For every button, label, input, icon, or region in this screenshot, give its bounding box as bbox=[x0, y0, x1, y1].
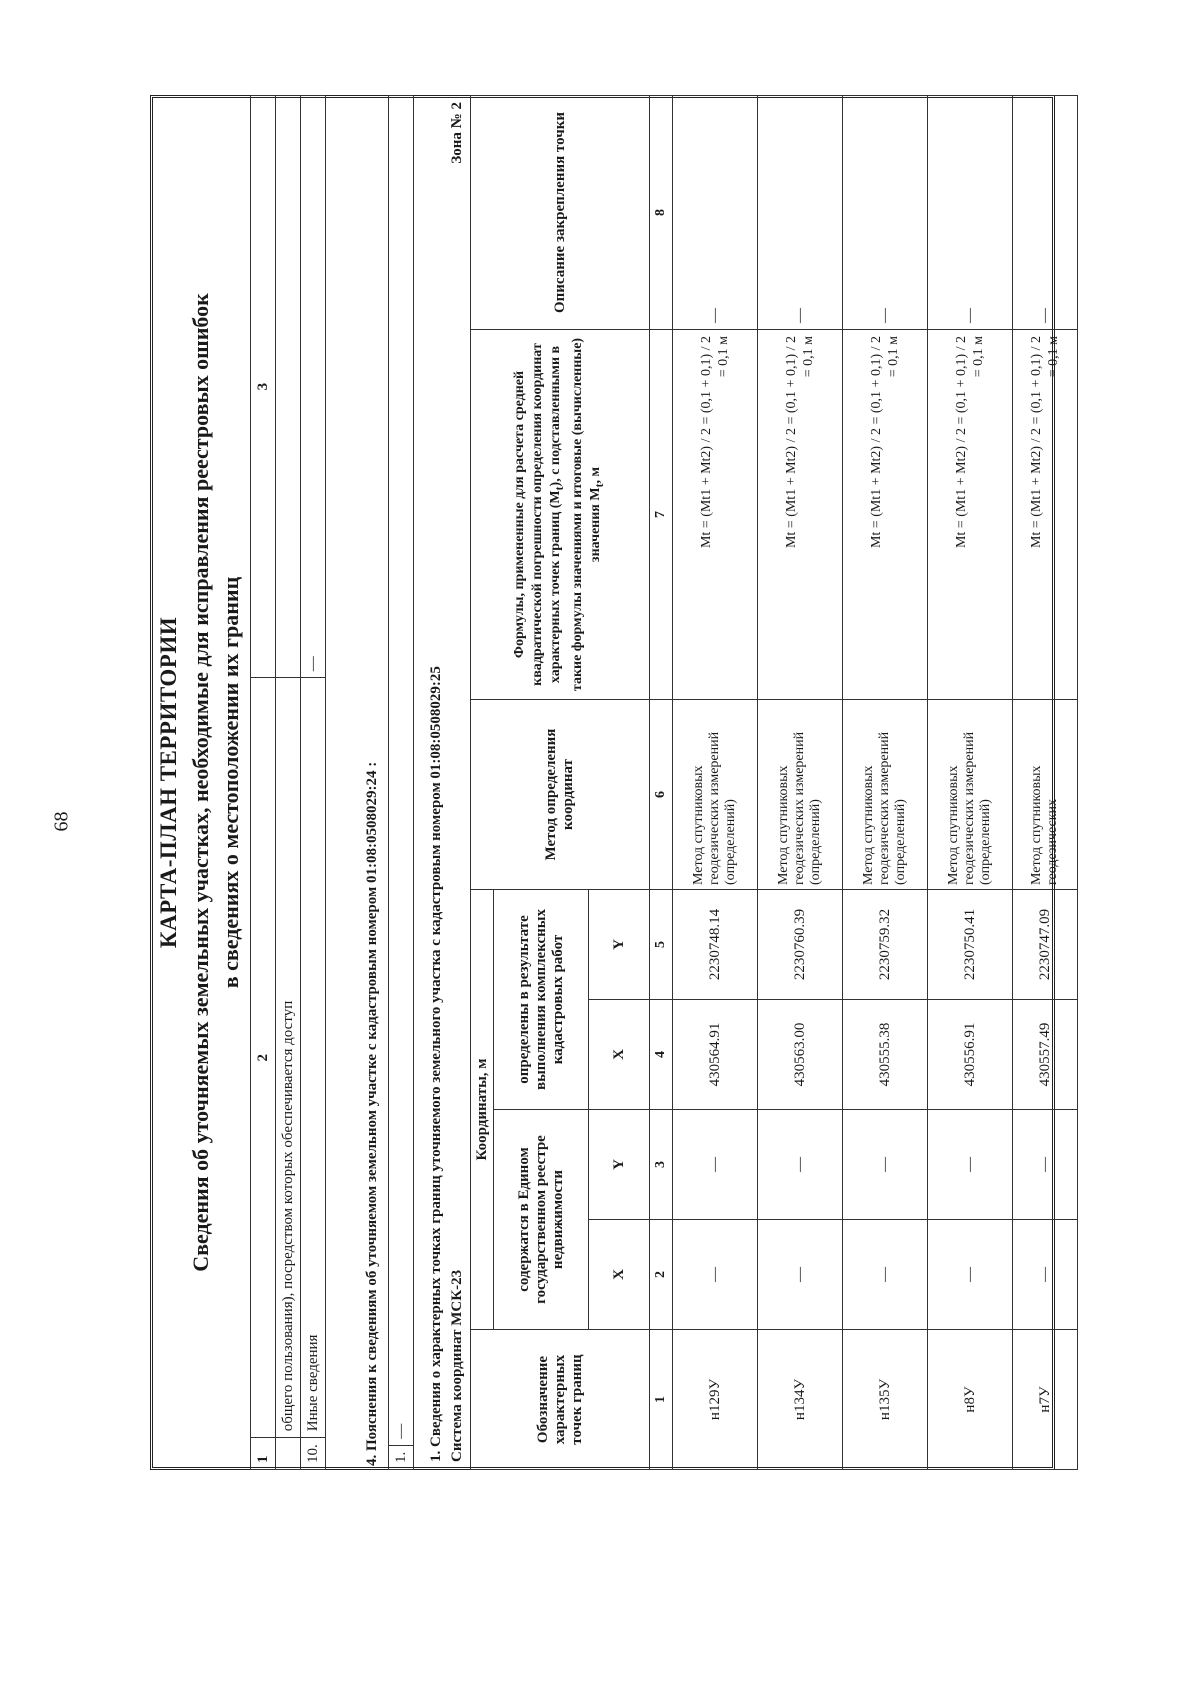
formula-line-2: = 0,1 м bbox=[971, 336, 986, 378]
coord-system-row bbox=[449, 102, 466, 1462]
formula-line-1: Mt = (Mt1 + Mt2) / 2 = (0,1 + 0,1) / 2 bbox=[869, 336, 884, 549]
document-title: КАРТА-ПЛАН ТЕРРИТОРИИ bbox=[156, 616, 181, 949]
point-designation: н134У bbox=[758, 1330, 843, 1470]
col-number: 3 bbox=[650, 1110, 673, 1220]
x-egrn: — bbox=[673, 1220, 758, 1330]
col-number: 4 bbox=[650, 1000, 673, 1110]
method-cell: Метод спутниковых геодезических bbox=[1013, 700, 1078, 890]
formula-line-1: Mt = (Mt1 + Mt2) / 2 = (0,1 + 0,1) / 2 bbox=[784, 336, 799, 549]
top-row-b-num: 10. bbox=[301, 1438, 326, 1470]
formula-line-2: = 0,1 м bbox=[801, 336, 816, 378]
y-egrn: — bbox=[843, 1110, 928, 1220]
header-complex-works: определены в результате выполнения комплексных кадастровых работ bbox=[494, 890, 589, 1110]
top-row-a-num bbox=[276, 1438, 301, 1470]
zone-label: Зона № 2 bbox=[449, 102, 465, 164]
header-y-complex: Y bbox=[589, 890, 650, 1000]
col-number: 1 bbox=[650, 1330, 673, 1470]
column-number-row bbox=[650, 96, 673, 1470]
description-cell: — bbox=[758, 96, 843, 330]
col-number: 5 bbox=[650, 890, 673, 1000]
formula-header-sub: t bbox=[553, 486, 566, 491]
method-cell: Метод спутниковых геодезических измерений (определений) bbox=[928, 700, 1013, 890]
formula-cell bbox=[928, 330, 1013, 700]
rotated-sheet bbox=[150, 95, 1061, 1470]
x-coordinate: 430555.38 bbox=[843, 1000, 928, 1110]
formula-line-2: = 0,1 м bbox=[886, 336, 901, 378]
top-row-b-text: Иные сведения bbox=[301, 678, 326, 1438]
description-cell: — bbox=[673, 96, 758, 330]
point-designation: н129У bbox=[673, 1330, 758, 1470]
col-number: 7 bbox=[650, 330, 673, 700]
method-cell: Метод спутниковых геодезических измерений (определений) bbox=[758, 700, 843, 890]
col-number: 8 bbox=[650, 96, 673, 330]
point-designation: н8У bbox=[928, 1330, 1013, 1470]
section4-table bbox=[388, 95, 414, 1470]
header-row-1 bbox=[471, 96, 494, 1470]
top-table-row-other bbox=[301, 96, 326, 1470]
header-designation: Обозначение характерных точек границ bbox=[471, 1330, 650, 1470]
header-coordinates: Координаты, м bbox=[471, 890, 494, 1330]
top-row-a-text: общего пользования), посредством которых обеспечивается доступ bbox=[276, 678, 301, 1438]
section4-heading: 4. Пояснения к сведениям об уточняемом земельном участке с кадастровым номером 01:08:0508029:24 : bbox=[364, 761, 380, 1466]
formula-header-sub-2: t bbox=[592, 483, 606, 488]
formula-header-tail: ), с подставленными в такие формулы значениями и итоговые (вычисленные) значения M bbox=[548, 337, 603, 692]
top-row-a-value bbox=[276, 96, 301, 678]
y-egrn: — bbox=[758, 1110, 843, 1220]
formula-cell bbox=[673, 330, 758, 700]
top-row-b-value: — bbox=[301, 96, 326, 678]
x-egrn: — bbox=[1013, 1220, 1078, 1330]
top-table-row-access bbox=[276, 96, 301, 1470]
section4-item-value: — bbox=[389, 96, 414, 1446]
formula-cell bbox=[843, 330, 928, 700]
y-coordinate: 2230759.32 bbox=[843, 890, 928, 1000]
y-coordinate: 2230750.41 bbox=[928, 890, 1013, 1000]
formula-line-2: = 0,1 м bbox=[716, 336, 731, 378]
top-col-2: 2 bbox=[251, 678, 276, 1438]
top-col-1: 1 bbox=[251, 1438, 276, 1470]
top-col-3: 3 bbox=[251, 96, 276, 678]
section4-item-num: 1. bbox=[389, 1445, 414, 1469]
formula-line-1: Mt = (Mt1 + Mt2) / 2 = (0,1 + 0,1) / 2 bbox=[1029, 336, 1044, 549]
formula-header-end: , м bbox=[588, 466, 603, 484]
subtitle-line-1: Сведения об уточняемых земельных участках, необходимые для исправления реестровых ошибок bbox=[188, 293, 213, 1272]
y-coordinate: 2230747.09 bbox=[1013, 890, 1078, 1000]
x-coordinate: 430564.91 bbox=[673, 1000, 758, 1110]
landscape-form bbox=[150, 95, 1061, 1470]
document-subtitle bbox=[186, 95, 246, 1470]
y-coordinate: 2230748.14 bbox=[673, 890, 758, 1000]
y-egrn: — bbox=[928, 1110, 1013, 1220]
x-coordinate: 430563.00 bbox=[758, 1000, 843, 1110]
x-egrn: — bbox=[928, 1220, 1013, 1330]
header-formula bbox=[471, 330, 650, 700]
top-table-header-row bbox=[251, 96, 276, 1470]
x-egrn: — bbox=[758, 1220, 843, 1330]
y-egrn: — bbox=[1013, 1110, 1078, 1220]
x-coordinate: 430556.91 bbox=[928, 1000, 1013, 1110]
description-cell: — bbox=[928, 96, 1013, 330]
section1-heading: 1. Сведения о характерных точках границ уточняемого земельного участка с кадастровым номером 01:08:0508029:25 bbox=[428, 666, 444, 1462]
table-row bbox=[928, 96, 1013, 1470]
description-cell: — bbox=[843, 96, 928, 330]
col-number: 2 bbox=[650, 1220, 673, 1330]
formula-line-1: Mt = (Mt1 + Mt2) / 2 = (0,1 + 0,1) / 2 bbox=[699, 336, 714, 549]
description-cell: — bbox=[1013, 96, 1078, 330]
table-row bbox=[843, 96, 928, 1470]
formula-cell bbox=[758, 330, 843, 700]
page-number: 68 bbox=[50, 811, 73, 832]
header-egrn: содержатся в Едином государственном реестре недвижимости bbox=[494, 1110, 589, 1330]
header-x-complex: X bbox=[589, 1000, 650, 1110]
table-row bbox=[758, 96, 843, 1470]
method-cell: Метод спутниковых геодезических измерений (определений) bbox=[843, 700, 928, 890]
formula-line-1: Mt = (Mt1 + Mt2) / 2 = (0,1 + 0,1) / 2 bbox=[954, 336, 969, 549]
header-method: Метод определения координат bbox=[471, 700, 650, 890]
table-row bbox=[673, 96, 758, 1470]
section4-row bbox=[389, 96, 414, 1470]
x-coordinate: 430557.49 bbox=[1013, 1000, 1078, 1110]
formula-cell bbox=[1013, 330, 1078, 700]
col-number: 6 bbox=[650, 700, 673, 890]
coord-system-label: Система координат МСК-23 bbox=[449, 1269, 465, 1462]
header-description: Описание закрепления точки bbox=[471, 96, 650, 330]
subtitle-line-2: в сведениях о местоположении их границ bbox=[218, 576, 243, 989]
header-x-egrn: X bbox=[589, 1220, 650, 1330]
top-info-table bbox=[250, 95, 326, 1470]
table-row bbox=[1013, 96, 1078, 1470]
point-designation: н135У bbox=[843, 1330, 928, 1470]
y-egrn: — bbox=[673, 1110, 758, 1220]
point-designation: н7У bbox=[1013, 1330, 1078, 1470]
points-table bbox=[470, 95, 1078, 1470]
formula-header-main: Формулы, примененные для расчета средней квадратической погрешности определения координат характерных точек границ (M bbox=[512, 343, 564, 686]
method-cell: Метод спутниковых геодезических измерений (определений) bbox=[673, 700, 758, 890]
y-coordinate: 2230760.39 bbox=[758, 890, 843, 1000]
header-y-egrn: Y bbox=[589, 1110, 650, 1220]
x-egrn: — bbox=[843, 1220, 928, 1330]
formula-line-2: = 0,1 м bbox=[1046, 336, 1061, 378]
